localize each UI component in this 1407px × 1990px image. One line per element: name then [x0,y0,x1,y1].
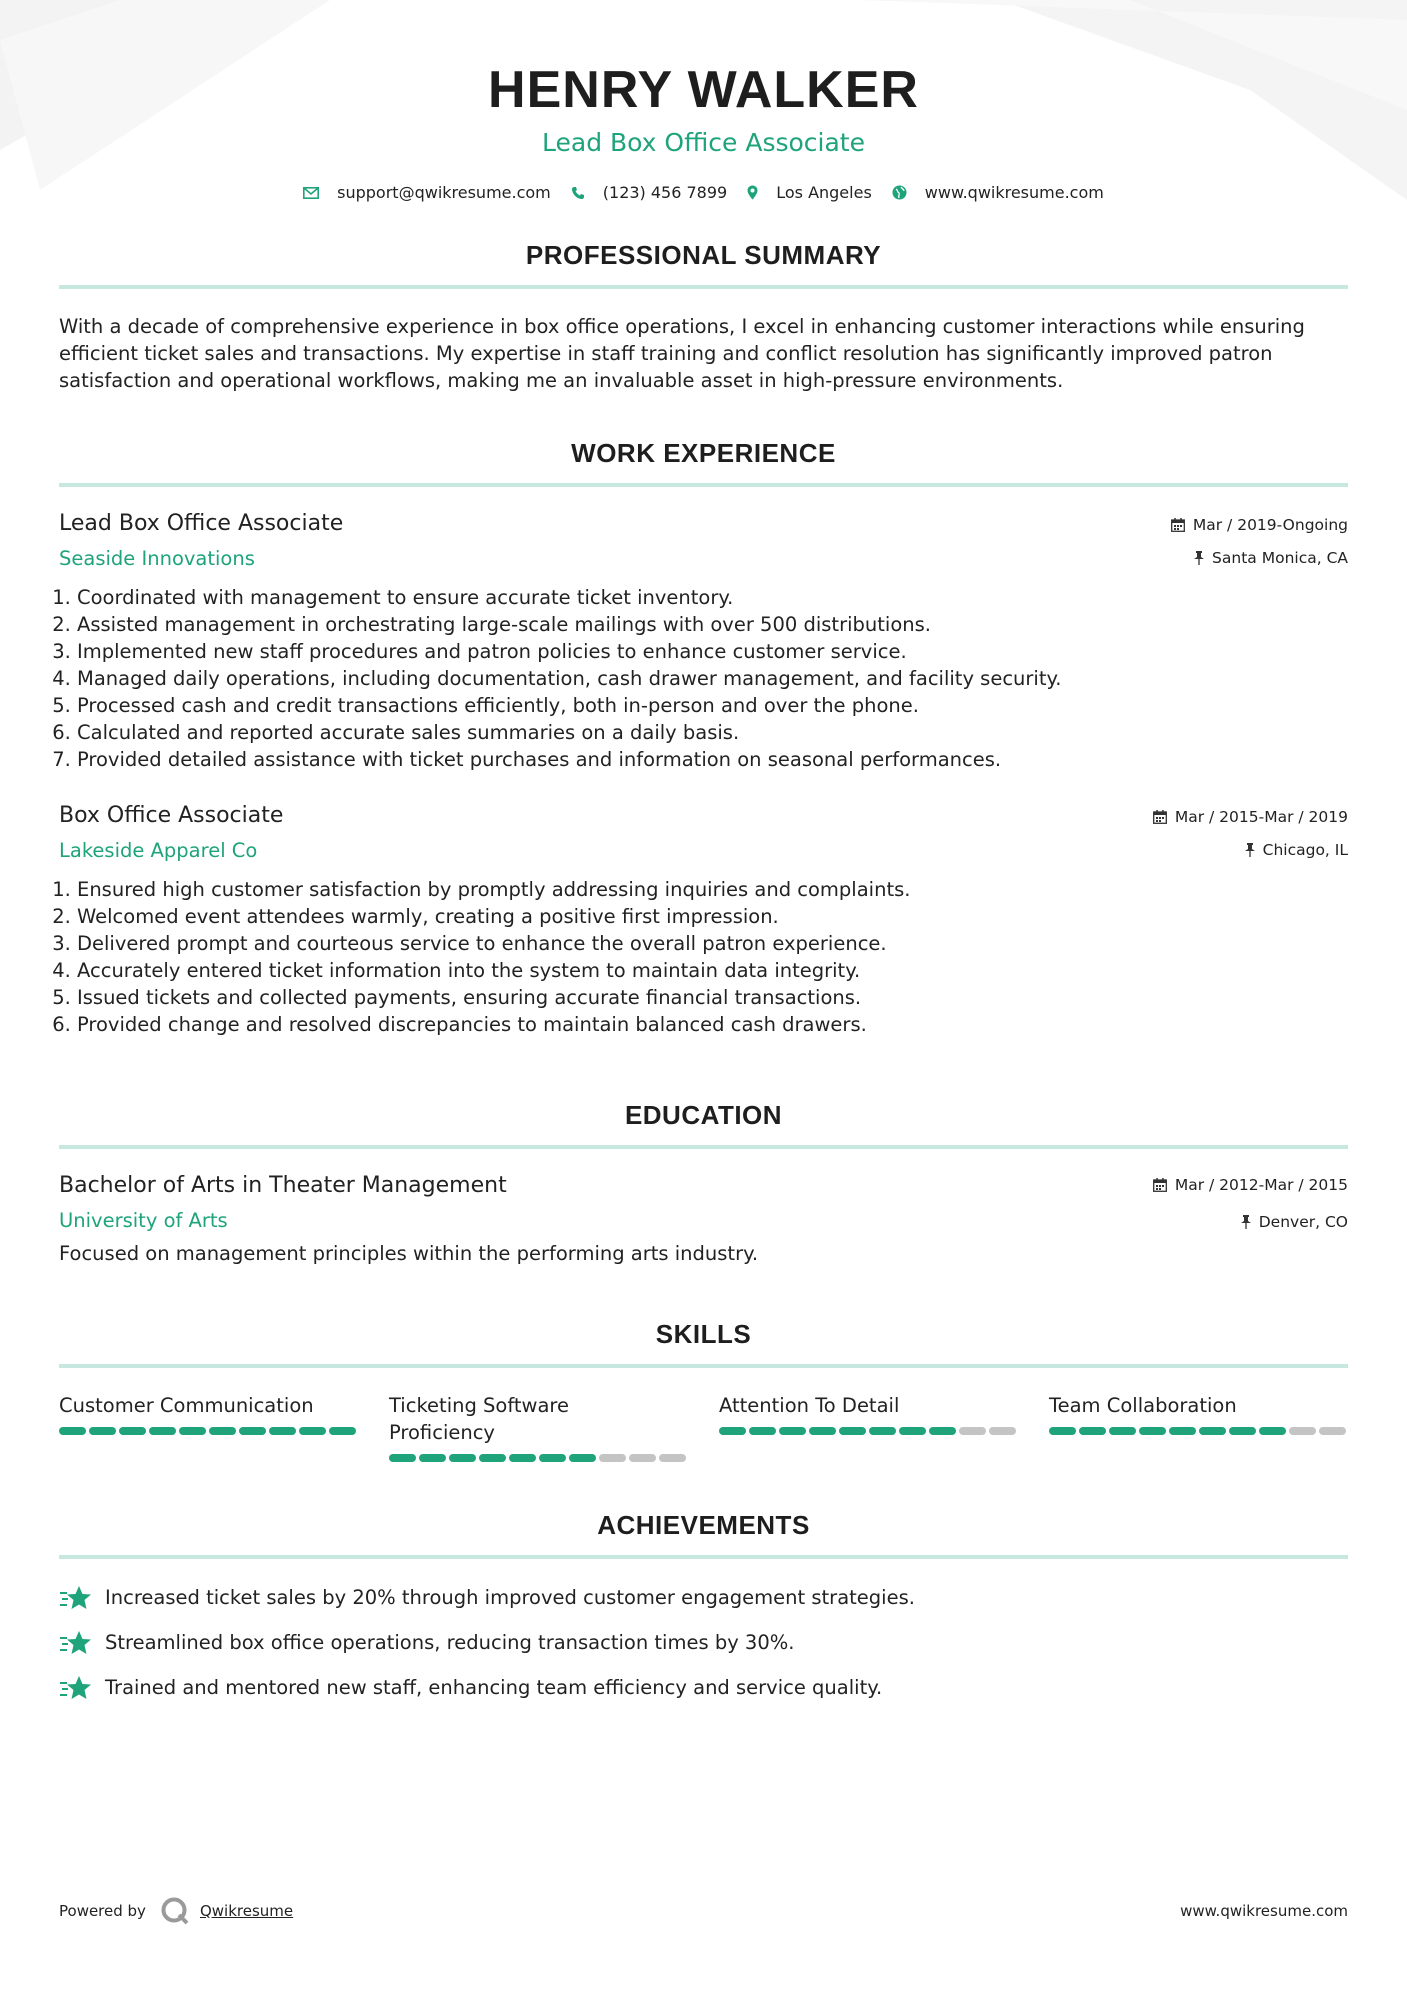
section-divider [59,483,1348,487]
skill-segment-filled [1259,1427,1286,1435]
job-location: Chicago, IL [1262,841,1348,859]
list-item: 5. Processed cash and credit transactions efficiently, both in-person and over the phone. [77,692,1348,719]
list-item: 4. Managed daily operations, including documentation, cash drawer management, and facility security. [77,665,1348,692]
skill-item [719,1392,1019,1462]
skill-segment-filled [509,1454,536,1462]
job-entry [59,803,1348,1038]
pushpin-icon [1241,1215,1251,1229]
skill-segment-filled [1109,1427,1136,1435]
summary-heading: PROFESSIONAL SUMMARY [525,240,882,270]
skill-segment-filled [1199,1427,1226,1435]
skill-segment-empty [989,1427,1016,1435]
experience-heading: WORK EXPERIENCE [571,438,836,468]
achievement-item [59,1575,1348,1620]
job-company: Seaside Innovations [59,547,255,570]
star-icon [59,1630,93,1656]
calendar-icon [1153,810,1167,824]
powered-by-label: Powered by [59,1902,146,1920]
location-text: Los Angeles [776,183,872,202]
qwikresume-link[interactable]: Qwikresume [199,1902,294,1920]
list-item: 2. Welcomed event attendees warmly, creating a positive first impression. [77,903,1348,930]
skill-segment-filled [179,1427,206,1435]
footer-website[interactable]: www.qwikresume.com [1180,1902,1348,1920]
skill-segment-empty [659,1454,686,1462]
section-divider [59,1145,1348,1149]
skill-segment-filled [479,1454,506,1462]
page-footer [59,1896,1348,1926]
globe-icon [892,185,907,200]
skill-segment-filled [89,1427,116,1435]
candidate-title: Lead Box Office Associate [542,128,865,157]
list-item: 1. Ensured high customer satisfaction by promptly addressing inquiries and complaints. [77,876,1348,903]
education-section [59,1100,1348,1267]
star-icon [59,1675,93,1701]
skill-segment-filled [899,1427,926,1435]
skill-item [59,1392,359,1462]
skill-segment-filled [569,1454,596,1462]
list-item: 2. Assisted management in orchestrating large-scale mailings with over 500 distributions. [77,611,1348,638]
skills-heading: SKILLS [655,1319,752,1349]
list-item: 4. Accurately entered ticket information into the system to maintain data integrity. [77,957,1348,984]
skill-segment-filled [869,1427,896,1435]
calendar-icon [1153,1178,1167,1192]
education-entry [59,1173,1348,1267]
map-pin-icon [747,185,758,200]
job-dates: Mar / 2015-Mar / 2019 [1174,808,1348,826]
skill-segment-filled [749,1427,776,1435]
list-item: 6. Provided change and resolved discrepancies to maintain balanced cash drawers. [77,1011,1348,1038]
skill-segment-filled [419,1454,446,1462]
skill-segment-filled [299,1427,326,1435]
achievements-section [59,1510,1348,1710]
skill-item [1049,1392,1349,1462]
job-dates: Mar / 2019-Ongoing [1192,516,1348,534]
achievement-item [59,1620,1348,1665]
skill-segment-filled [839,1427,866,1435]
contact-website[interactable] [892,183,1104,202]
skill-name: Attention To Detail [719,1394,900,1417]
skill-name: Customer Communication [59,1394,314,1417]
list-item: 5. Issued tickets and collected payments, ensuring accurate financial transactions. [77,984,1348,1011]
achievement-text: Increased ticket sales by 20% through improved customer engagement strategies. [105,1586,915,1609]
list-item: 3. Delivered prompt and courteous service to enhance the overall patron experience. [77,930,1348,957]
section-divider [59,1555,1348,1559]
skill-segment-filled [119,1427,146,1435]
achievement-item [59,1665,1348,1710]
skill-segment-empty [629,1454,656,1462]
education-location: Denver, CO [1258,1213,1348,1231]
skill-segment-filled [1169,1427,1196,1435]
skill-segment-filled [449,1454,476,1462]
list-item: 6. Calculated and reported accurate sales summaries on a daily basis. [77,719,1348,746]
skill-segment-filled [269,1427,296,1435]
contact-bar [59,183,1348,202]
education-dates: Mar / 2012-Mar / 2015 [1174,1176,1348,1194]
skill-segment-filled [329,1427,356,1435]
skills-section [59,1319,1348,1462]
skill-segment-filled [389,1454,416,1462]
skill-segment-filled [719,1427,746,1435]
school: University of Arts [59,1209,228,1232]
skill-segment-filled [1139,1427,1166,1435]
education-description: Focused on management principles within the performing arts industry. [59,1242,759,1265]
skill-segment-empty [1319,1427,1346,1435]
skills-list [59,1392,1348,1462]
skill-segment-empty [1289,1427,1316,1435]
skill-segment-filled [929,1427,956,1435]
skill-segment-filled [149,1427,176,1435]
achievement-text: Trained and mentored new staff, enhancing team efficiency and service quality. [105,1676,883,1699]
job-bullets [59,584,1348,773]
resume-header [59,0,1348,202]
skill-segment-filled [209,1427,236,1435]
summary-section [59,240,1348,394]
phone-text: (123) 456 7899 [602,183,728,202]
section-divider [59,1364,1348,1368]
skill-level-bar [719,1427,1019,1435]
achievements-heading: ACHIEVEMENTS [597,1510,810,1540]
candidate-name: HENRY WALKER [488,61,919,119]
job-bullets [59,876,1348,1038]
pushpin-icon [1245,843,1255,857]
skill-name: Team Collaboration [1049,1394,1237,1417]
skill-item [389,1392,689,1462]
degree: Bachelor of Arts in Theater Management [59,1173,507,1198]
skill-segment-filled [1079,1427,1106,1435]
skill-segment-filled [539,1454,566,1462]
pushpin-icon [1194,551,1204,565]
achievements-list [59,1575,1348,1710]
skill-segment-filled [1049,1427,1076,1435]
skill-segment-filled [59,1427,86,1435]
list-item: 7. Provided detailed assistance with ticket purchases and information on seasonal performances. [77,746,1348,773]
job-role: Box Office Associate [59,803,284,828]
list-item: 3. Implemented new staff procedures and patron policies to enhance customer service. [77,638,1348,665]
job-entry [59,511,1348,773]
experience-section [59,438,1348,1038]
achievement-text: Streamlined box office operations, reducing transaction times by 30%. [105,1631,795,1654]
skill-level-bar [1049,1427,1349,1435]
skill-name: Ticketing Software Proficiency [389,1394,570,1444]
job-role: Lead Box Office Associate [59,511,344,536]
summary-text: With a decade of comprehensive experience in box office operations, I excel in enhancing customer interactions while ensuring efficient ticket sales and transactions. My expertise in staff training and conflict resolution has significantly improved patron satisfaction and operational workflows, making me an invaluable asset in high-pressure environments. [59,315,1305,392]
envelope-icon [303,187,319,199]
contact-location [747,183,872,202]
job-company: Lakeside Apparel Co [59,839,258,862]
calendar-icon [1171,518,1185,532]
website-text: www.qwikresume.com [924,183,1104,202]
skill-segment-filled [239,1427,266,1435]
skill-segment-filled [779,1427,806,1435]
skill-segment-empty [959,1427,986,1435]
email-text: support@qwikresume.com [337,183,551,202]
skill-segment-filled [1229,1427,1256,1435]
contact-email[interactable] [303,183,551,202]
phone-icon [571,186,585,200]
education-heading: EDUCATION [624,1100,783,1130]
skill-segment-empty [599,1454,626,1462]
job-location: Santa Monica, CA [1212,549,1348,567]
skill-segment-filled [809,1427,836,1435]
list-item: 1. Coordinated with management to ensure accurate ticket inventory. [77,584,1348,611]
skill-level-bar [59,1427,359,1435]
section-divider [59,285,1348,289]
star-icon [59,1585,93,1611]
skill-level-bar [389,1454,689,1462]
qwikresume-logo-icon [160,1896,190,1926]
contact-phone[interactable] [571,183,727,202]
